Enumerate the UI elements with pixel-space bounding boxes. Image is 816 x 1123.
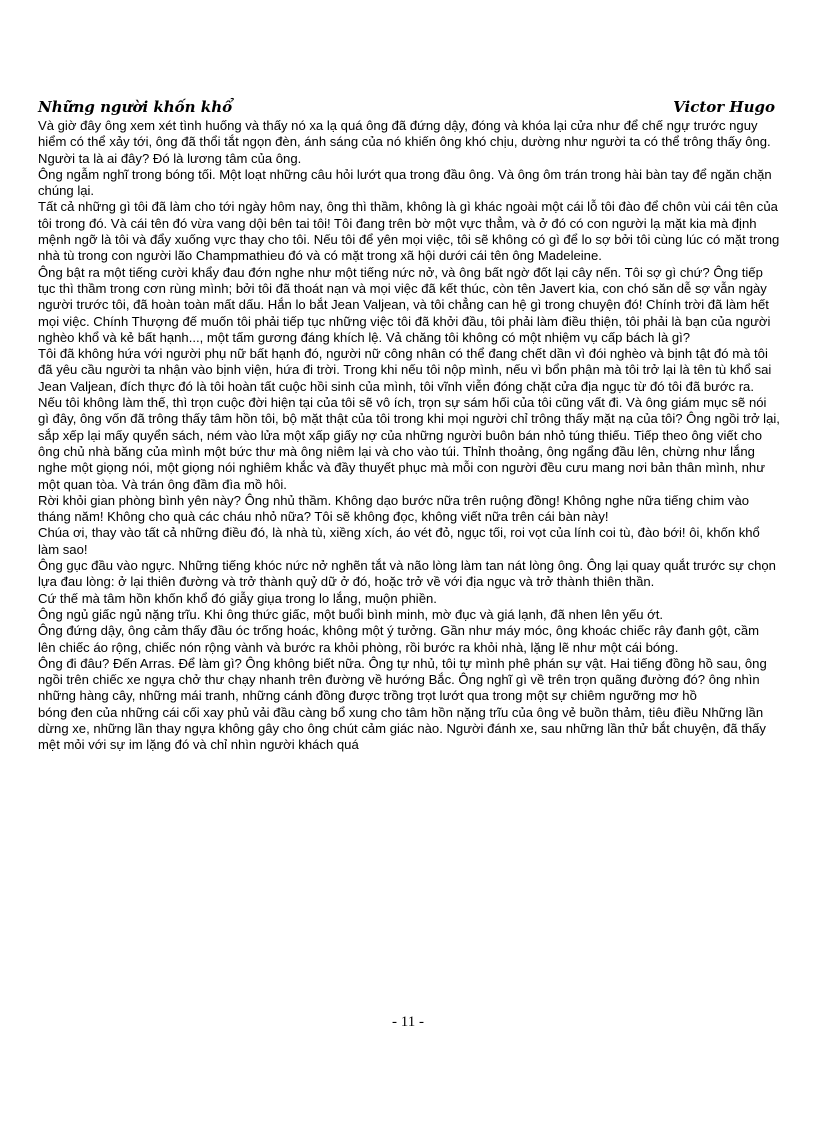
- paragraph: Chúa ơi, thay vào tất cả những điều đó, là nhà tù, xiềng xích, áo vét đỏ, ngục tối, roi vọt của lính coi tù, đào bới! ôi, khốn khổ làm sao!: [38, 525, 760, 557]
- paragraph: Ông đứng dậy, ông cảm thấy đầu óc trống hoác, không một ý tưởng. Gần như máy móc, ông khoác chiếc rây đanh gột, cầm lên chiếc áo rộng, chiếc nón rộng vành và bước ra khỏi phòng, rồi bước ra khỏi nhà, lặng lẽ như một cái bóng.: [38, 623, 760, 655]
- paragraph: Ông ngẫm nghĩ trong bóng tối. Một loạt những câu hỏi lướt qua trong đầu ông. Và ông ôm trán trong hài bàn tay để ngăn chặn chúng lại.: [38, 166, 772, 199]
- paragraph: Ông ngủ giấc ngủ nặng trĩu. Khi ông thức giấc, một buổi bình minh, mờ đục và giá lạnh, đã nhen lên yếu ớt.: [38, 606, 664, 622]
- paragraph: Ông đi đâu? Đến Arras. Để làm gì? Ông không biết nữa. Ông tự nhủ, tôi tự mình phê phán sự vật. Hai tiếng đồng hồ sau, ông ngồi trên chiếc xe ngựa chở thư chạy nhanh trên đường về hướng Bắc. Ông nghĩ gì về trên trọn quãng đường đó? ông nhìn những hàng cây, những mái tranh, những cánh đồng được trồng trọt lướt qua trong một sự chiêm ngưỡng mơ hồ: [38, 655, 767, 704]
- paragraph: Ông gục đầu vào ngực. Những tiếng khóc nức nở nghẽn tắt và não lòng làm tan nát lòng ông. Ông lại quay quắt trước sự chọn lựa đau lòng: ở lại thiên đường và trở thành quỷ dữ ở đó, hoặc trở về với địa ngục và trở thành thiên thần.: [38, 558, 776, 590]
- paragraph: Tất cả những gì tôi đã làm cho tới ngày hôm nay, ông thì thầm, không là gì khác ngoài một cái lỗ tôi đào để chôn vùi cái tên của tôi trong đó. Và cái tên đó vừa vang dội bên tai tôi! Tôi đang trên bờ một vực thẳm, và ở đó có con người lạ mặt kia mà định mệnh ngỡ là tôi và đẩy xuống vực thay cho tôi. Nếu tôi để yên mọi việc, tôi sẽ không có gì để lo sợ bởi tôi cùng lúc có mặt trong nhà tù trong con người lão Champmathieu đó và có mặt trong xã hội dưới cái tên ông Madeleine.: [38, 199, 780, 264]
- author-name: Victor Hugo: [673, 98, 775, 116]
- body-text: [38, 118, 780, 754]
- paragraph: Tôi đã không hứa với người phụ nữ bất hạnh đó, người nữ công nhân có thể đang chết dần vì đói nghèo và bịnh tật đó mà tôi đã yêu cầu người ta nhận vào bịnh viện, hứa đi trời. Trong khi nếu tôi nộp mình, nếu vì bổn phận mà tôi trở lại là tên tù khổ sai Jean Valjean, đích thực đó là tôi hoàn tất cuộc hồi sinh của mình, tôi vĩnh viễn đóng chặt cửa địa ngục từ đó tôi đã bước ra. Nếu tôi không làm thế, thì trọn cuộc đời hiện tại của tôi sẽ vô ích, trọn sự sám hối của tôi cũng vất đi. Và ông giám mục sẽ nói gì đây, ông vốn đã trông thấy tâm hồn tôi, bộ mặt thật của tôi trong khi mọi người chỉ trông thấy mặt nạ của tôi? Ông ngồi trở lại, sắp xếp lại mấy quyển sách, ném vào lửa một xấp giấy nợ của những người buôn bán nhỏ túng thiếu. Tiếp theo ông viết cho ông chủ nhà băng của mình một bức thư mà ông niêm lại và cho vào túi. Thỉnh thoảng, ông ngẩng đầu lên, chừng như lắng nghe một giọng nói, một giọng nói nghiêm khắc và đầy thuyết phục mà mỗi con người đều cưu mang nơi bản thân mình, như một quan tòa. Và trán ông đầm đìa mồ hôi.: [38, 346, 780, 492]
- paragraph: Cứ thế mà tâm hồn khốn khổ đó giẫy giụa trong lo lắng, muộn phiền.: [38, 590, 437, 606]
- paragraph: Và giờ đây ông xem xét tình huống và thấy nó xa lạ quá ông đã đứng dậy, đóng và khóa lại cửa như để chế ngự trước nguy hiểm có thể xảy tới, ông đã thổi tắt ngọn đèn, ánh sáng của nó khiến ông khó chịu, dường như người ta có thể trông thấy ông. Người ta là ai đây? Đó là lương tâm của ông.: [38, 118, 771, 166]
- paragraph: Rời khỏi gian phòng bình yên này? Ông nhủ thầm. Không dạo bước nữa trên ruộng đồng! Không nghe nữa tiếng chim vào tháng năm! Không cho quà các cháu nhỏ nữa? Tôi sẽ không đọc, không viết nữa trên cái bàn này!: [38, 492, 750, 525]
- book-title: Những người khốn khổ: [38, 98, 233, 116]
- running-header: [38, 98, 775, 118]
- paragraph: Ông bật ra một tiếng cười khẩy đau đớn nghe như một tiếng nức nở, và ông bất ngờ đốt lại cây nến. Tôi sợ gì chứ? Ông tiếp tục thì thầm trong cơn rùng mình; bởi tôi đã thoát nạn và mọi việc đã kết thúc, còn tên Javert kia, con chó săn dễ sợ vẫn ngày người trước tôi, đã hoàn toàn mất dấu. Hắn lo bắt Jean Valjean, và tôi chẳng can hệ gì trong chuyện đó! Chính trời đã làm hết mọi việc. Chính Thượng đế muốn tôi phải tiếp tục những việc tôi đã khởi đầu, tôi phải làm điều thiện, tôi phải là bạn của người nghèo khổ và kẻ bất hạnh..., một tấm gương đáng khích lệ. Vả chăng tôi không có một nhiệm vụ cấp bách là gì?: [38, 264, 771, 345]
- paragraph: bóng đen của những cái cối xay phủ vải đầu càng bổ xung cho tâm hồn nặng trĩu của ông vẻ buồn thảm, tiêu điều Những lần dừng xe, những lần thay ngựa không gây cho ông chút cảm giác nào. Người đánh xe, sau những lần thử bắt chuyện, đã thấy mệt mỏi với sự im lặng đó và chỉ nhìn người khách quá: [38, 704, 766, 753]
- page-number: - 11 -: [392, 1014, 424, 1030]
